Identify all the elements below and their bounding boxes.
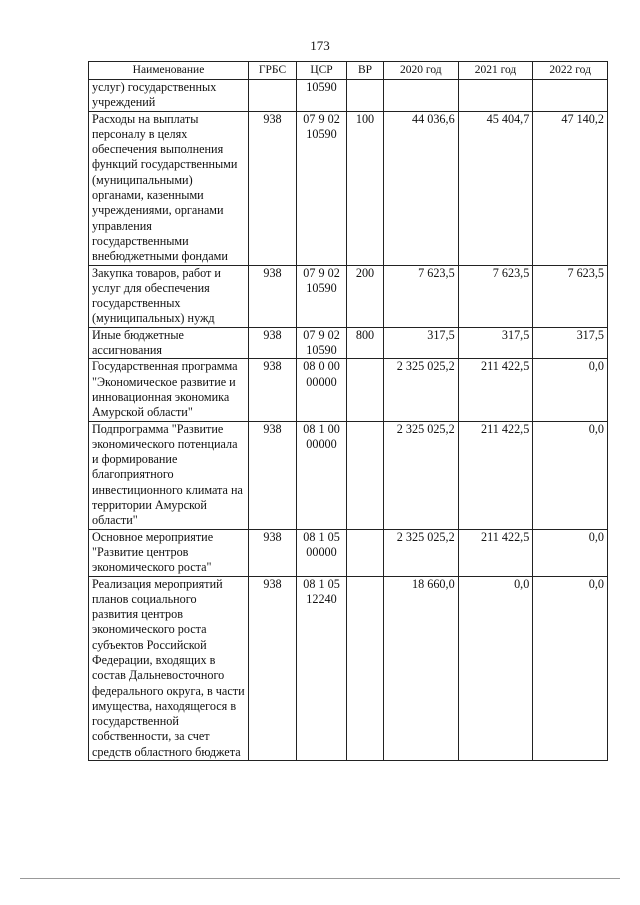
row-2022: 0,0	[533, 359, 608, 421]
table-row	[89, 265, 608, 327]
row-vr	[347, 576, 384, 761]
row-2020: 2 325 025,2	[384, 359, 459, 421]
table-row	[89, 359, 608, 421]
column-header-name: Наименование	[89, 62, 249, 80]
column-header-vr: ВР	[347, 62, 384, 80]
row-name: услуг) государственных учреждений	[89, 80, 249, 112]
table-row	[89, 576, 608, 761]
row-2021: 45 404,7	[458, 111, 533, 265]
row-2022: 0,0	[533, 576, 608, 761]
row-2022	[533, 80, 608, 112]
row-name: Реализация мероприятий планов социального развития центров экономического роста субъектов Российской Федерации, входящих в состав Дальневосточного федерального округа, в части имущества, находящегося в государственной собственности, за счет средств областного бюджета	[89, 576, 249, 761]
row-2022: 317,5	[533, 327, 608, 359]
row-vr	[347, 529, 384, 576]
row-2022: 7 623,5	[533, 265, 608, 327]
row-csr: 07 9 02 10590	[297, 327, 347, 359]
row-vr: 100	[347, 111, 384, 265]
row-2021: 211 422,5	[458, 359, 533, 421]
row-2020: 18 660,0	[384, 576, 459, 761]
row-name: Закупка товаров, работ и услуг для обеспечения государственных (муниципальных) нужд	[89, 265, 249, 327]
row-csr: 08 1 05 12240	[297, 576, 347, 761]
row-2021: 7 623,5	[458, 265, 533, 327]
row-2020: 44 036,6	[384, 111, 459, 265]
page-bottom-rule	[20, 878, 620, 879]
row-vr	[347, 80, 384, 112]
row-name: Подпрограмма "Развитие экономического потенциала и формирование благоприятного инвестиционного климата на территории Амурской области"	[89, 421, 249, 529]
table-row	[89, 529, 608, 576]
row-2022: 0,0	[533, 421, 608, 529]
row-grbs	[249, 80, 297, 112]
table-row	[89, 80, 608, 112]
row-vr: 200	[347, 265, 384, 327]
row-2020: 317,5	[384, 327, 459, 359]
row-grbs: 938	[249, 576, 297, 761]
page-number: 173	[310, 38, 330, 53]
row-grbs: 938	[249, 327, 297, 359]
row-2021: 211 422,5	[458, 421, 533, 529]
column-header-grbs: ГРБС	[249, 62, 297, 80]
row-grbs: 938	[249, 529, 297, 576]
row-vr	[347, 359, 384, 421]
table-header-row	[89, 62, 608, 80]
row-name: Государственная программа "Экономическое развитие и инновационная экономика Амурской области"	[89, 359, 249, 421]
table-row	[89, 111, 608, 265]
row-csr: 08 1 00 00000	[297, 421, 347, 529]
row-2021: 317,5	[458, 327, 533, 359]
row-grbs: 938	[249, 421, 297, 529]
row-name: Основное мероприятие "Развитие центров экономического роста"	[89, 529, 249, 576]
row-csr: 10590	[297, 80, 347, 112]
row-grbs: 938	[249, 359, 297, 421]
row-2020: 2 325 025,2	[384, 421, 459, 529]
column-header-2020: 2020 год	[384, 62, 459, 80]
row-2021: 211 422,5	[458, 529, 533, 576]
column-header-2021: 2021 год	[458, 62, 533, 80]
row-csr: 08 1 05 00000	[297, 529, 347, 576]
row-2021: 0,0	[458, 576, 533, 761]
row-2020: 7 623,5	[384, 265, 459, 327]
row-vr: 800	[347, 327, 384, 359]
row-name: Расходы на выплаты персоналу в целях обеспечения выполнения функций государственными (муниципальными) органами, казенными учреждениями, органами управления государственными внебюджетными фондами	[89, 111, 249, 265]
column-header-2022: 2022 год	[533, 62, 608, 80]
column-header-csr: ЦСР	[297, 62, 347, 80]
row-2022: 0,0	[533, 529, 608, 576]
row-csr: 08 0 00 00000	[297, 359, 347, 421]
row-vr	[347, 421, 384, 529]
row-name: Иные бюджетные ассигнования	[89, 327, 249, 359]
row-csr: 07 9 02 10590	[297, 265, 347, 327]
row-grbs: 938	[249, 111, 297, 265]
row-2021	[458, 80, 533, 112]
row-2022: 47 140,2	[533, 111, 608, 265]
budget-table	[88, 61, 608, 761]
table-row	[89, 421, 608, 529]
row-grbs: 938	[249, 265, 297, 327]
row-2020	[384, 80, 459, 112]
row-csr: 07 9 02 10590	[297, 111, 347, 265]
table-row	[89, 327, 608, 359]
row-2020: 2 325 025,2	[384, 529, 459, 576]
